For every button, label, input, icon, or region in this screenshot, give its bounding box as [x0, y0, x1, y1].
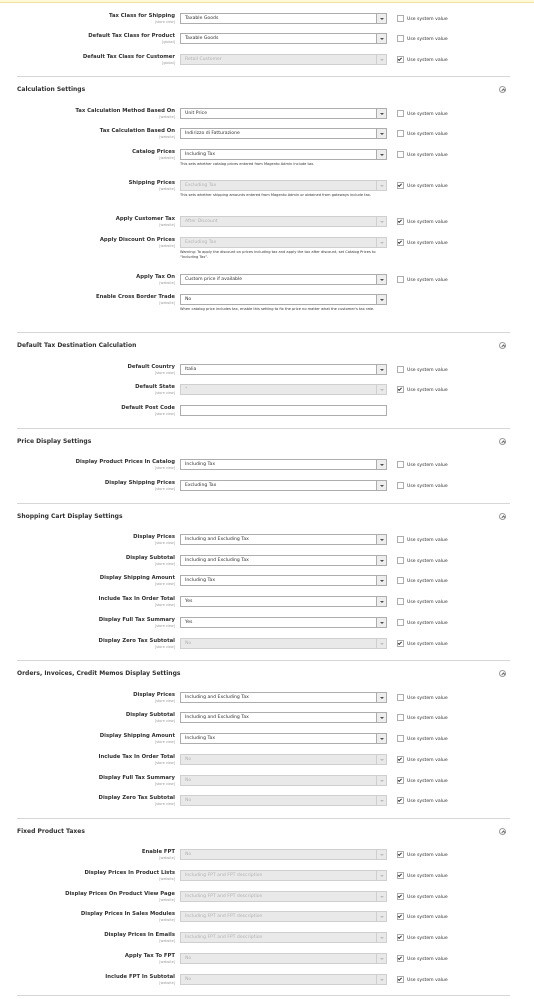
chevron-down-icon: [376, 892, 386, 901]
checkbox[interactable]: [397, 239, 404, 246]
default-tax-class-customer-select[interactable]: Retail Customer: [180, 54, 387, 65]
scope-label: [store view]: [154, 562, 175, 566]
scope-label: [store view]: [154, 761, 175, 765]
section-fixed-product-taxes[interactable]: [17, 818, 510, 843]
scope-label: [store view]: [154, 487, 175, 491]
field-label: Display Shipping Prices: [104, 480, 175, 486]
chevron-down-icon: [376, 618, 386, 627]
checkbox[interactable]: [397, 15, 404, 22]
cart-display-subtotal-select[interactable]: Including and Excluding Tax: [180, 555, 387, 566]
use-system-value[interactable]: Use system value: [397, 694, 448, 702]
checkbox[interactable]: [397, 756, 404, 763]
scope-label: [global]: [162, 40, 175, 44]
chevron-down-icon: [376, 755, 386, 764]
scope-label: [website]: [159, 877, 175, 881]
use-system-value[interactable]: Use system value: [397, 35, 448, 43]
tax-calculation-method-select[interactable]: Unit Price: [180, 108, 387, 119]
chevron-down-icon: [376, 129, 386, 138]
chevron-down-icon: [376, 850, 386, 859]
section-title: Shopping Cart Display Settings: [17, 513, 123, 520]
chevron-down-icon: [376, 556, 386, 565]
scope-label: [store view]: [154, 466, 175, 470]
field-label: Default Tax Class for Customer: [82, 54, 175, 60]
use-system-value[interactable]: Use system value: [397, 56, 448, 64]
scope-label: [store view]: [154, 740, 175, 744]
use-system-value[interactable]: Use system value: [397, 851, 448, 859]
checkbox[interactable]: [397, 276, 404, 283]
section-title: Fixed Product Taxes: [17, 828, 85, 835]
field-label: Display Prices In Product Lists: [84, 870, 175, 876]
cart-include-tax-order-total-select[interactable]: Yes: [180, 596, 387, 607]
field-label: Display Prices On Product View Page: [65, 891, 175, 897]
chevron-down-icon: [376, 181, 386, 190]
section-price-display[interactable]: [17, 428, 510, 453]
field-label: Display Zero Tax Subtotal: [98, 638, 175, 644]
scope-label: [store view]: [154, 624, 175, 628]
checkbox[interactable]: [397, 182, 404, 189]
checkbox[interactable]: [397, 557, 404, 564]
field-label: Enable FPT: [141, 849, 175, 855]
use-system-value[interactable]: Use system value: [397, 182, 448, 190]
use-system-value[interactable]: Use system value: [397, 276, 448, 284]
use-system-value[interactable]: Use system value: [397, 934, 448, 942]
scope-label: [website]: [159, 187, 175, 191]
tax-class-shipping-select[interactable]: Taxable Goods: [180, 13, 387, 24]
use-system-value[interactable]: Use system value: [397, 756, 448, 764]
chevron-down-icon: [376, 460, 386, 469]
chevron-down-icon: [376, 365, 386, 374]
use-system-value[interactable]: Use system value: [397, 872, 448, 880]
scope-label: [store view]: [154, 541, 175, 545]
field-label: Apply Tax To FPT: [124, 953, 175, 959]
enable-cross-border-trade-select[interactable]: No: [180, 294, 387, 305]
scope-label: [website]: [159, 981, 175, 985]
scope-label: [global]: [162, 61, 175, 65]
use-system-value[interactable]: Use system value: [397, 797, 448, 805]
field-label: Tax Calculation Method Based On: [75, 108, 175, 114]
chevron-down-icon: [376, 954, 386, 963]
checkbox[interactable]: [397, 777, 404, 784]
field-label: Include FPT In Subtotal: [105, 974, 175, 980]
checkbox[interactable]: [397, 735, 404, 742]
field-label: Tax Calculation Based On: [99, 128, 175, 134]
use-system-value[interactable]: Use system value: [397, 955, 448, 963]
field-label: Display Prices: [133, 534, 175, 540]
use-system-value[interactable]: Use system value: [397, 640, 448, 648]
chevron-down-icon: [376, 597, 386, 606]
scope-label: [store view]: [154, 802, 175, 806]
chevron-down-icon: [376, 217, 386, 226]
field-label: Display Shipping Amount: [99, 733, 175, 739]
field-label: Display Shipping Amount: [99, 575, 175, 581]
chevron-down-icon: [376, 34, 386, 43]
checkbox[interactable]: [397, 130, 404, 137]
chevron-down-icon: [376, 639, 386, 648]
chevron-down-icon: [376, 776, 386, 785]
use-system-value[interactable]: Use system value: [397, 130, 448, 138]
section-title: Orders, Invoices, Credit Memos Display Settings: [17, 670, 181, 677]
scope-label: [store view]: [154, 603, 175, 607]
scope-label: [website]: [159, 244, 175, 248]
section-shopping-cart-display[interactable]: [17, 503, 510, 528]
chevron-down-icon: [376, 481, 386, 490]
checkbox[interactable]: [397, 619, 404, 626]
scope-label: [store view]: [154, 699, 175, 703]
use-system-value[interactable]: Use system value: [397, 714, 448, 722]
checkbox[interactable]: [397, 35, 404, 42]
section-title: Default Tax Destination Calculation: [17, 342, 137, 349]
default-tax-class-product-select[interactable]: Taxable Goods: [180, 33, 387, 44]
checkbox[interactable]: [397, 56, 404, 63]
scope-label: [website]: [159, 898, 175, 902]
field-label: Display Product Prices In Catalog: [75, 459, 175, 465]
field-note: When catalog price includes tax, enable this setting to fix the price no matter what the customer's tax rate.: [180, 307, 375, 311]
notice-strip: [0, 0, 534, 3]
field-label: Display Full Tax Summary: [98, 775, 175, 781]
scope-label: [store view]: [154, 582, 175, 586]
checkbox[interactable]: [397, 872, 404, 879]
scope-label: [website]: [159, 918, 175, 922]
checkbox[interactable]: [397, 151, 404, 158]
chevron-down-icon: [376, 14, 386, 23]
orders-include-tax-order-total-select[interactable]: No: [180, 754, 387, 765]
fpt-product-view-page-select[interactable]: Including FPT and FPT description: [180, 891, 387, 902]
apply-customer-tax-select[interactable]: After Discount: [180, 216, 387, 227]
checkbox[interactable]: [397, 536, 404, 543]
enable-fpt-select[interactable]: No: [180, 849, 387, 860]
checkbox[interactable]: [397, 976, 404, 983]
default-post-code-input[interactable]: [180, 405, 387, 416]
use-system-value[interactable]: Use system value: [397, 536, 448, 544]
field-label: Display Prices In Sales Modules: [80, 911, 175, 917]
chevron-down-icon: [376, 576, 386, 585]
field-label: Apply Tax On: [136, 274, 175, 280]
use-system-value[interactable]: Use system value: [397, 913, 448, 921]
field-note: This sets whether shipping amounts entered from Magento Admin or obtained from gateways include tax.: [180, 193, 372, 197]
display-shipping-prices-select[interactable]: Excluding Tax: [180, 480, 387, 491]
use-system-value[interactable]: Use system value: [397, 461, 448, 469]
scope-label: [website]: [159, 960, 175, 964]
chevron-down-icon: [376, 55, 386, 64]
orders-zero-tax-subtotal-select[interactable]: No: [180, 795, 387, 806]
field-label: Include Tax In Order Total: [98, 754, 175, 760]
collapse-toggle-icon[interactable]: [499, 828, 506, 835]
checkbox[interactable]: [397, 955, 404, 962]
checkbox[interactable]: [397, 851, 404, 858]
field-label: Display Subtotal: [125, 555, 175, 561]
field-label: Default Country: [127, 364, 175, 370]
checkbox[interactable]: [397, 461, 404, 468]
scope-label: [website]: [159, 156, 175, 160]
field-label: Display Zero Tax Subtotal: [98, 795, 175, 801]
use-system-value[interactable]: Use system value: [397, 735, 448, 743]
scope-label: [store view]: [154, 371, 175, 375]
use-system-value[interactable]: Use system value: [397, 777, 448, 785]
field-label: Display Prices: [133, 692, 175, 698]
scope-label: [store view]: [154, 719, 175, 723]
chevron-down-icon: [376, 275, 386, 284]
chevron-down-icon: [376, 796, 386, 805]
fpt-product-lists-select[interactable]: Including FPT and FPT description: [180, 870, 387, 881]
cart-display-prices-select[interactable]: Including and Excluding Tax: [180, 534, 387, 545]
checkbox[interactable]: [397, 640, 404, 647]
section-divider: [17, 995, 510, 996]
fpt-sales-modules-select[interactable]: Including FPT and FPT description: [180, 911, 387, 922]
section-calculation-settings[interactable]: [17, 76, 510, 101]
checkbox[interactable]: [397, 694, 404, 701]
scope-label: [website]: [159, 223, 175, 227]
apply-discount-on-prices-select[interactable]: Excluding Tax: [180, 237, 387, 248]
chevron-down-icon: [376, 150, 386, 159]
use-system-value[interactable]: Use system value: [397, 151, 448, 159]
checkbox[interactable]: [397, 797, 404, 804]
section-orders-display[interactable]: [17, 660, 510, 685]
field-label: Default Post Code: [121, 405, 175, 411]
field-label: Shipping Prices: [128, 180, 175, 186]
field-label: Enable Cross Border Trade: [95, 294, 175, 300]
orders-display-shipping-amount-select[interactable]: Including Tax: [180, 733, 387, 744]
use-system-value[interactable]: Use system value: [397, 893, 448, 901]
checkbox[interactable]: [397, 482, 404, 489]
use-system-value[interactable]: Use system value: [397, 15, 448, 23]
orders-full-tax-summary-select[interactable]: No: [180, 775, 387, 786]
cart-zero-tax-subtotal-select[interactable]: No: [180, 638, 387, 649]
cart-display-shipping-amount-select[interactable]: Including Tax: [180, 575, 387, 586]
scope-label: [website]: [159, 135, 175, 139]
use-system-value[interactable]: Use system value: [397, 366, 448, 374]
chevron-down-icon: [376, 109, 386, 118]
cart-full-tax-summary-select[interactable]: Yes: [180, 617, 387, 628]
apply-tax-on-select[interactable]: Custom price if available: [180, 274, 387, 285]
collapse-toggle-icon[interactable]: [499, 670, 506, 677]
field-label: Tax Class for Shipping: [109, 13, 175, 19]
checkbox[interactable]: [397, 913, 404, 920]
field-note: Warning: To apply the discount on prices including tax and apply the tax after discount, set Catalog Prices to “Including Tax”.: [180, 250, 376, 259]
use-system-value[interactable]: Use system value: [397, 482, 448, 490]
use-system-value[interactable]: Use system value: [397, 110, 448, 118]
collapse-toggle-icon[interactable]: [499, 438, 506, 445]
chevron-down-icon: [376, 713, 386, 722]
use-system-value[interactable]: Use system value: [397, 619, 448, 627]
default-state-select[interactable]: *: [180, 384, 387, 395]
use-system-value[interactable]: Use system value: [397, 218, 448, 226]
field-label: Catalog Prices: [132, 149, 175, 155]
scope-label: [store view]: [154, 645, 175, 649]
collapse-toggle-icon[interactable]: [499, 86, 506, 93]
chevron-down-icon: [376, 734, 386, 743]
include-fpt-subtotal-select[interactable]: No: [180, 974, 387, 985]
use-system-value[interactable]: Use system value: [397, 598, 448, 606]
scope-label: [store view]: [154, 412, 175, 416]
field-label: Display Prices In Emails: [104, 932, 175, 938]
display-product-prices-select[interactable]: Including Tax: [180, 459, 387, 470]
scope-label: [website]: [159, 115, 175, 119]
chevron-down-icon: [376, 693, 386, 702]
chevron-down-icon: [376, 871, 386, 880]
scope-label: [website]: [159, 301, 175, 305]
chevron-down-icon: [376, 295, 386, 304]
apply-tax-to-fpt-select[interactable]: No: [180, 953, 387, 964]
scope-label: [website]: [159, 856, 175, 860]
section-default-tax-destination[interactable]: [17, 332, 510, 357]
scope-label: [website]: [159, 281, 175, 285]
field-label: Display Full Tax Summary: [98, 617, 175, 623]
field-label: Display Subtotal: [125, 712, 175, 718]
use-system-value[interactable]: Use system value: [397, 976, 448, 984]
orders-display-subtotal-select[interactable]: Including and Excluding Tax: [180, 712, 387, 723]
section-title: Calculation Settings: [17, 86, 86, 93]
chevron-down-icon: [376, 933, 386, 942]
field-label: Default State: [135, 384, 175, 390]
checkbox[interactable]: [397, 386, 404, 393]
checkbox[interactable]: [397, 714, 404, 721]
tax-calculation-based-on-select[interactable]: Indirizzo di Fatturazione: [180, 128, 387, 139]
checkbox[interactable]: [397, 893, 404, 900]
use-system-value[interactable]: Use system value: [397, 239, 448, 247]
field-label: Apply Customer Tax: [115, 216, 175, 222]
checkbox[interactable]: [397, 366, 404, 373]
collapse-toggle-icon[interactable]: [499, 342, 506, 349]
chevron-down-icon: [376, 535, 386, 544]
section-title: Price Display Settings: [17, 438, 92, 445]
field-note: This sets whether catalog prices entered from Magento Admin include tax.: [180, 162, 315, 166]
chevron-down-icon: [376, 912, 386, 921]
chevron-down-icon: [376, 238, 386, 247]
scope-label: [website]: [159, 939, 175, 943]
scope-label: [store view]: [154, 391, 175, 395]
chevron-down-icon: [376, 975, 386, 984]
catalog-prices-select[interactable]: Including Tax: [180, 149, 387, 160]
orders-display-prices-select[interactable]: Including and Excluding Tax: [180, 692, 387, 703]
use-system-value[interactable]: Use system value: [397, 557, 448, 565]
shipping-prices-select[interactable]: Excluding Tax: [180, 180, 387, 191]
checkbox[interactable]: [397, 577, 404, 584]
chevron-down-icon: [376, 385, 386, 394]
default-country-select[interactable]: Italia: [180, 364, 387, 375]
use-system-value[interactable]: Use system value: [397, 577, 448, 585]
scope-label: [store view]: [154, 782, 175, 786]
checkbox[interactable]: [397, 218, 404, 225]
fpt-emails-select[interactable]: Including FPT and FPT description: [180, 932, 387, 943]
field-label: Default Tax Class for Product: [88, 33, 175, 39]
scope-label: [store view]: [154, 20, 175, 24]
use-system-value[interactable]: Use system value: [397, 386, 448, 394]
checkbox[interactable]: [397, 934, 404, 941]
field-label: Include Tax In Order Total: [98, 596, 175, 602]
checkbox[interactable]: [397, 598, 404, 605]
field-label: Apply Discount On Prices: [99, 237, 175, 243]
checkbox[interactable]: [397, 110, 404, 117]
collapse-toggle-icon[interactable]: [499, 513, 506, 520]
